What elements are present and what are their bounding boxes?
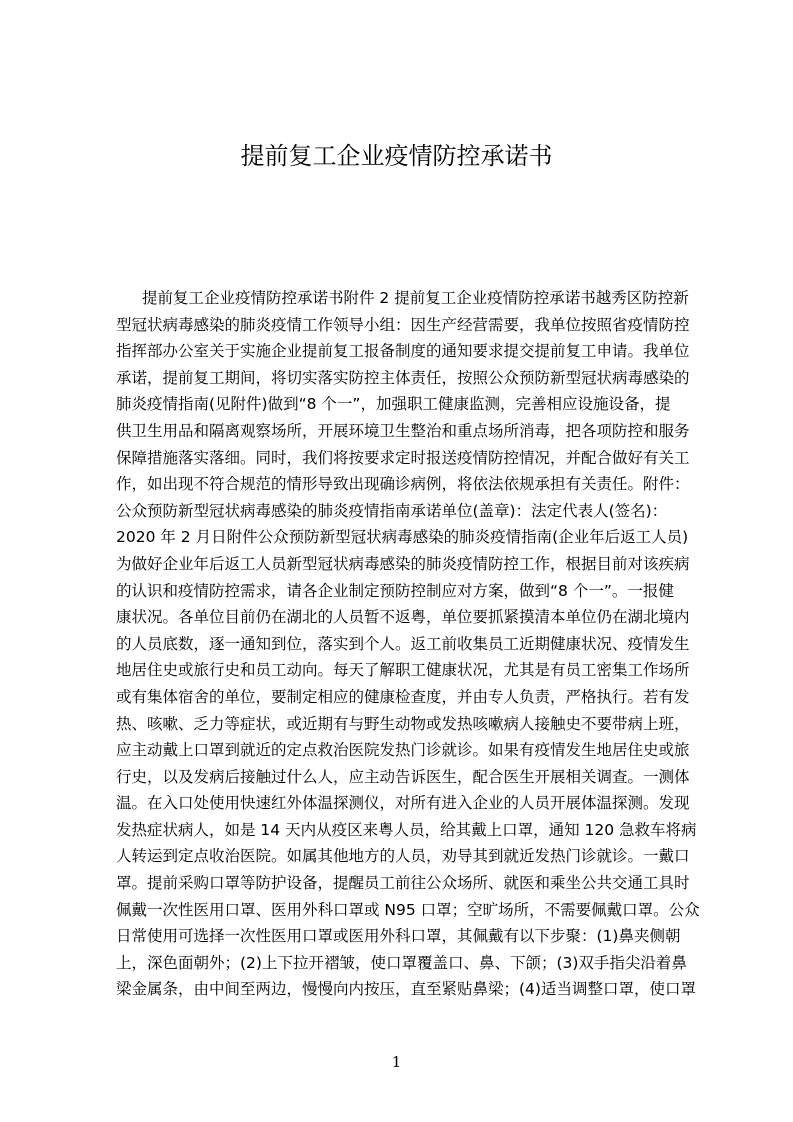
paragraph-line: 佩戴一次性医用口罩、医用外科口罩或 N95 口罩；空旷场所，不需要佩戴口罩。公众 xyxy=(116,900,700,919)
paragraph-line: 罩。提前采购口罩等防护设备，提醒员工前往公众场所、就医和乘坐公共交通工具时 xyxy=(116,874,690,893)
paragraph-line: 应主动戴上口罩到就近的定点救治医院发热门诊就诊。如果有疫情发生地居住史或旅 xyxy=(116,741,690,760)
paragraph-line: 指挥部办公室关于实施企业提前复工报备制度的通知要求提交提前复工申请。我单位 xyxy=(116,342,690,361)
paragraph-line: 公众预防新型冠状病毒感染的肺炎疫情指南承诺单位(盖章)：法定代表人(签名)： xyxy=(116,501,668,520)
paragraph-line: 型冠状病毒感染的肺炎疫情工作领导小组：因生产经营需要，我单位按照省疫情防控 xyxy=(116,315,690,334)
paragraph-line: 作，如出现不符合规范的情形导致出现确诊病例，将依法依规承担有关责任。附件： xyxy=(116,475,690,494)
paragraph-line: 的认识和疫情防控需求，请各企业制定预防控制应对方案，做到“8 个一”。一报健 xyxy=(116,581,674,600)
paragraph-line: 行史，以及发病后接触过什么人，应主动告诉医生，配合医生开展相关调查。一测体 xyxy=(116,767,690,786)
paragraph-line: 为做好企业年后返工人员新型冠状病毒感染的肺炎疫情防控工作，根据目前对该疾病 xyxy=(116,554,690,573)
paragraph-line: 上，深色面朝外；(2)上下拉开褶皱，使口罩覆盖口、鼻、下颌；(3)双手指尖沿着鼻 xyxy=(116,953,687,972)
paragraph-line: 地居住史或旅行史和员工动向。每天了解职工健康状况，尤其是有员工密集工作场所 xyxy=(116,661,690,680)
paragraph-line: 供卫生用品和隔离观察场所，开展环境卫生整治和重点场所消毒，把各项防控和服务 xyxy=(116,421,690,440)
paragraph-line: 发热症状病人，如是 14 天内从疫区来粤人员，给其戴上口罩，通知 120 急救车将病 xyxy=(116,820,697,839)
paragraph-line: 保障措施落实落细。同时，我们将按要求定时报送疫情防控情况，并配合做好有关工 xyxy=(116,448,690,467)
document-title: 提前复工企业疫情防控承诺书 xyxy=(240,142,553,170)
paragraph-line: 人转运到定点收治医院。如属其他地方的人员，劝导其到就近发热门诊就诊。一戴口 xyxy=(116,847,690,866)
paragraph-line: 或有集体宿舍的单位，要制定相应的健康检查度，并由专人负责，严格执行。若有发 xyxy=(116,687,690,706)
paragraph-line: 提前复工企业疫情防控承诺书附件 2 提前复工企业疫情防控承诺书越秀区防控新 xyxy=(142,289,689,307)
paragraph-line: 康状况。各单位目前仍在湖北的人员暂不返粤，单位要抓紧摸清本单位仍在湖北境内 xyxy=(116,608,690,627)
paragraph-line: 温。在入口处使用快速红外体温探测仪，对所有进入企业的人员开展体温探测。发现 xyxy=(116,794,690,813)
paragraph-line: 承诺，提前复工期间，将切实落实防控主体责任，按照公众预防新型冠状病毒感染的 xyxy=(116,368,690,387)
paragraph-line: 2020 年 2 月日附件公众预防新型冠状病毒感染的肺炎疫情指南(企业年后返工人员) xyxy=(116,528,689,547)
paragraph-line: 肺炎疫情指南(见附件)做到“8 个一”，加强职工健康监测，完善相应设施设备，提 xyxy=(116,395,671,414)
paragraph-line: 梁金属条，由中间至两边，慢慢向内按压，直至紧贴鼻梁；(4)适当调整口罩，使口罩 xyxy=(116,980,696,999)
document-body xyxy=(116,285,706,999)
paragraph-line: 日常使用可选择一次性医用口罩或医用外科口罩，其佩戴有以下步聚：(1)鼻夹侧朝 xyxy=(116,927,681,946)
paragraph-line: 的人员底数，逐一通知到位，落实到个人。返工前收集员工近期健康状况、疫情发生 xyxy=(116,634,690,653)
paragraph-line: 热、咳嗽、乏力等症状，或近期有与野生动物或发热咳嗽病人接触史不要带病上班， xyxy=(116,714,690,733)
page-number: 1 xyxy=(391,1053,402,1071)
